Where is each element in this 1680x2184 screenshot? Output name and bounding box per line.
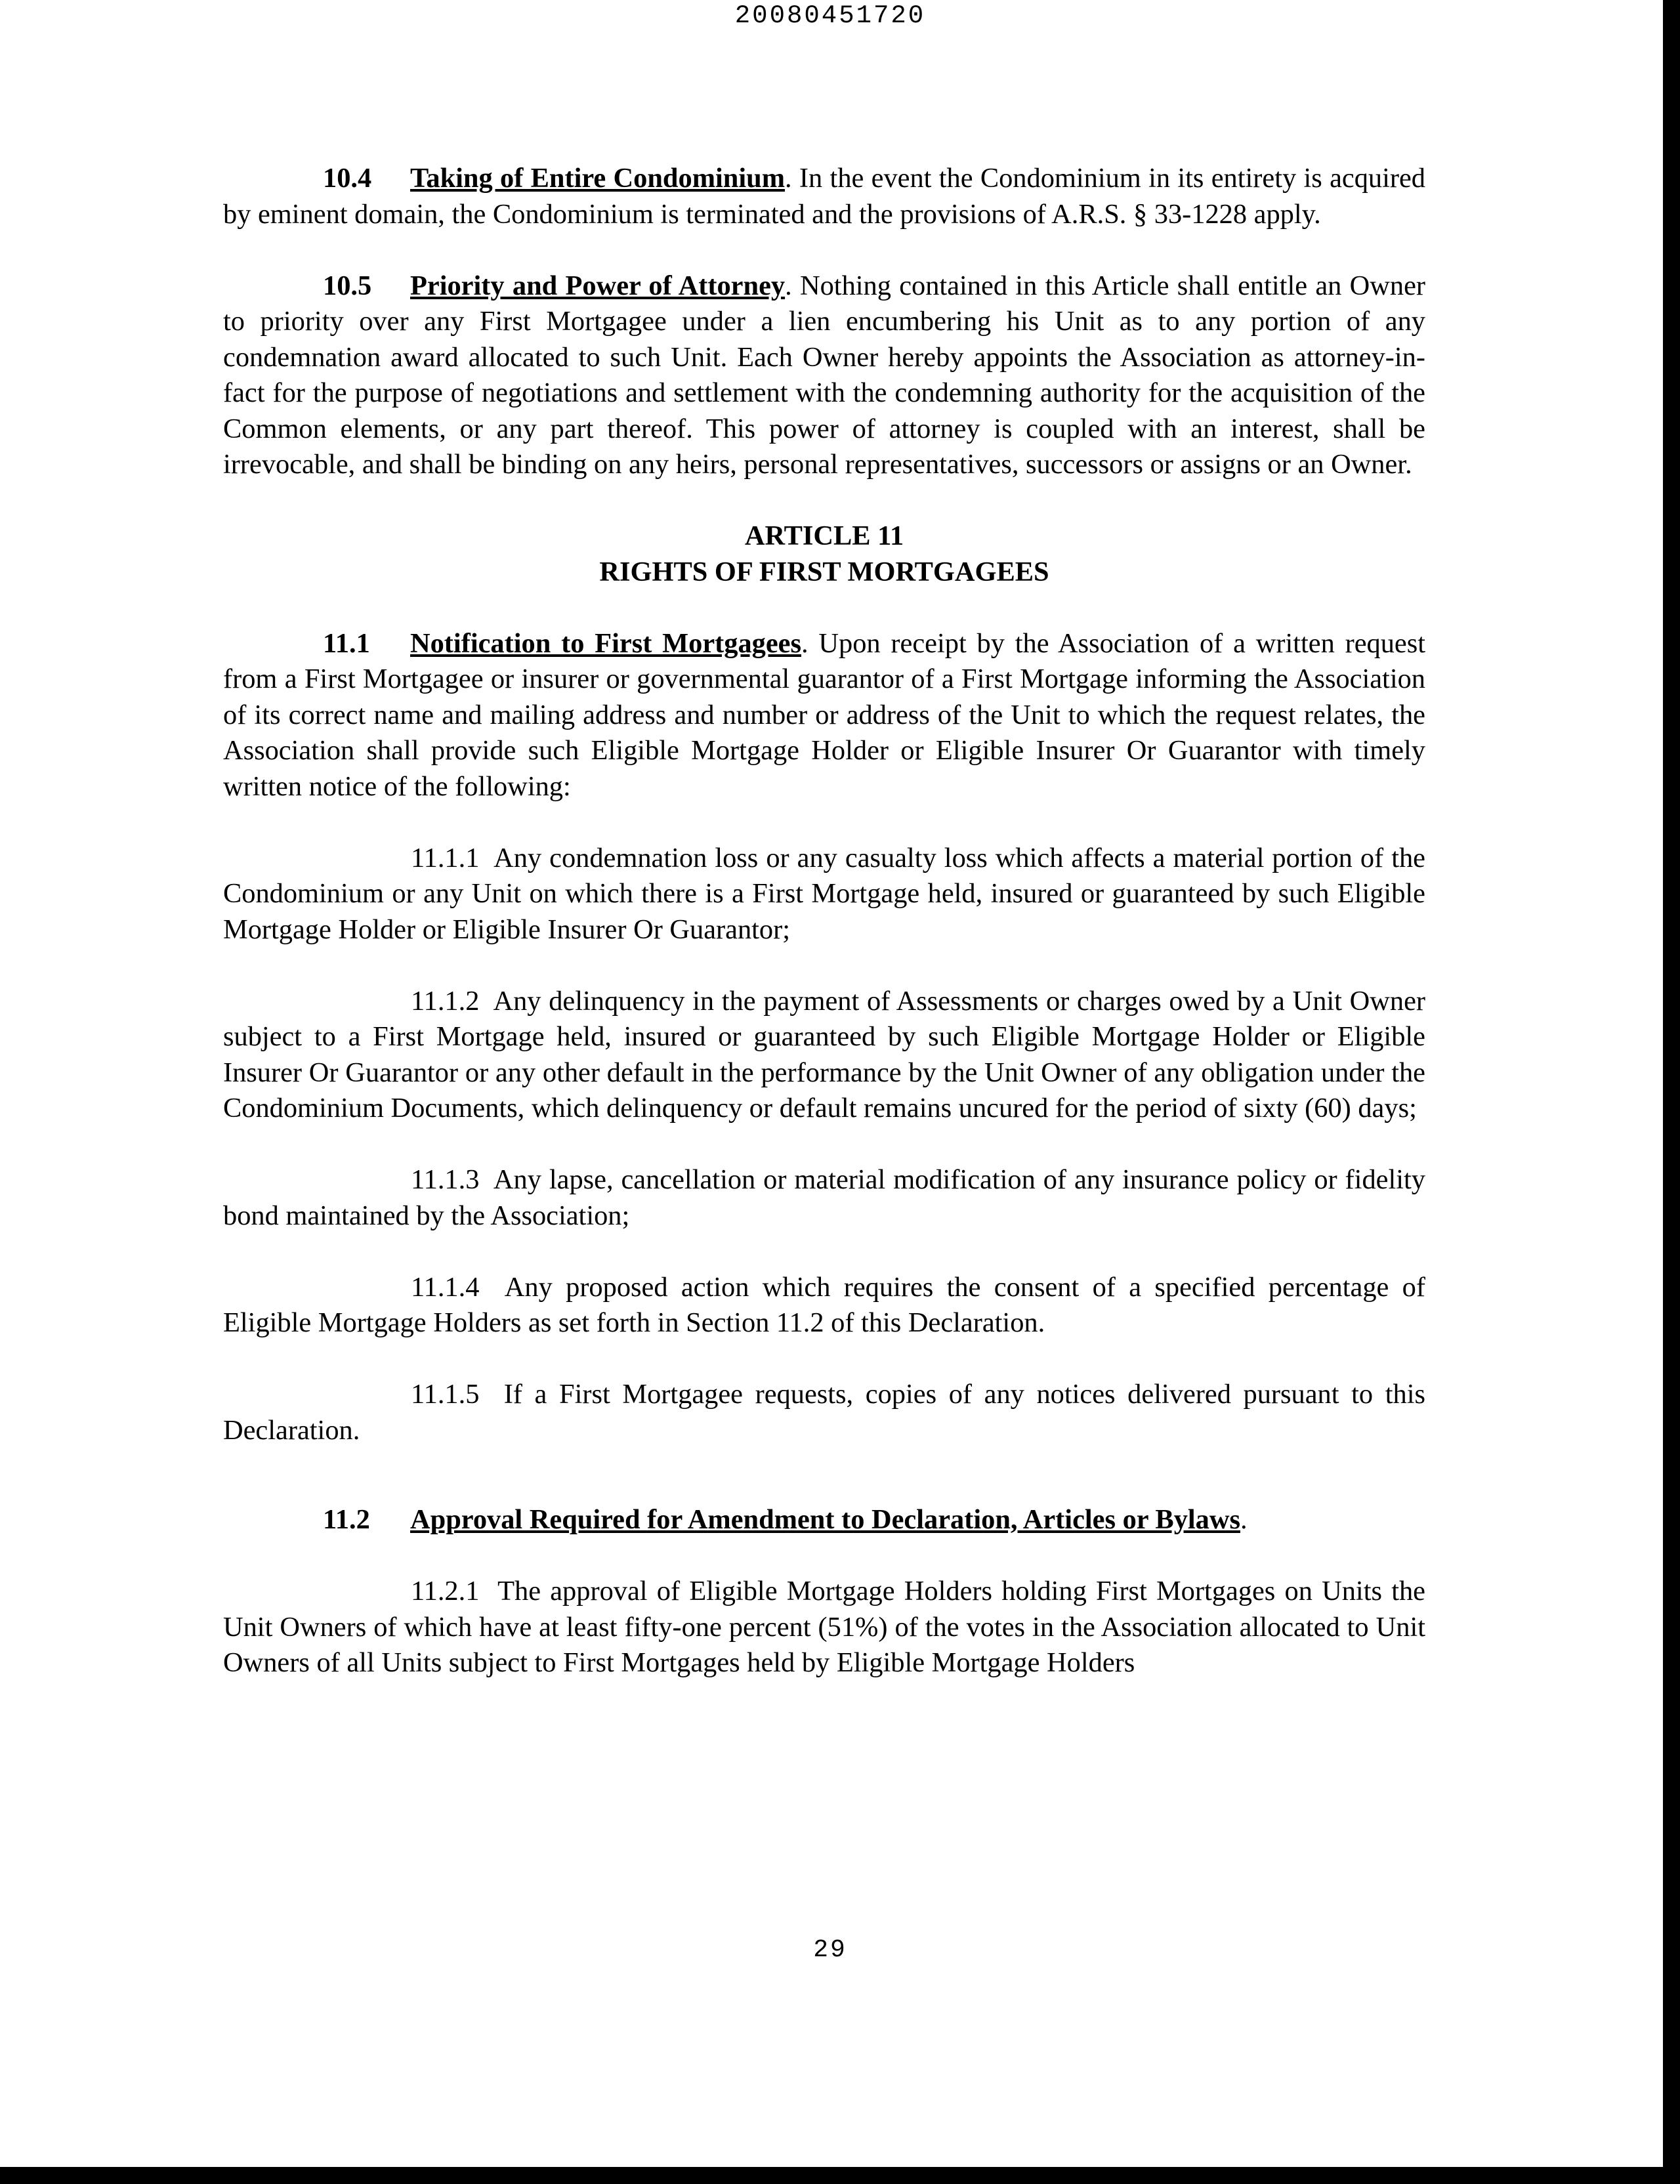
subsection-text: The approval of Eligible Mortgage Holders holding First Mortgages on Units the Unit Owners of which have at least fifty-one percent (51%) of the votes in the Association allocated to Unit Owners of all Units subject to First Mortgages held by Eligible Mortgage Holders: [223, 1576, 1425, 1678]
document-body: [223, 161, 1425, 1681]
subsection-text: Any delinquency in the payment of Assessments or charges owed by a Unit Owner subject to a First Mortgage held, insured or guaranteed by such Eligible Mortgage Holder or Eligible Insurer Or Guarantor or any other default in the performance by the Unit Owner of any obligation under the Condominium Documents, which delinquency or default remains uncured for the period of sixty (60) days;: [223, 985, 1426, 1124]
section-10-5: [223, 268, 1425, 483]
subsection-11-1-2: [223, 984, 1425, 1127]
article-number: ARTICLE 11: [744, 520, 904, 551]
subsection-number: 11.1.2: [411, 985, 480, 1017]
section-number: 10.4: [323, 163, 372, 194]
section-number: 11.2: [323, 1504, 370, 1535]
subsection-11-1-3: [223, 1162, 1425, 1234]
subsection-text: Any lapse, cancellation or material modification of any insurance policy or fidelity bond maintained by the Association;: [223, 1164, 1425, 1231]
page-number: 29: [813, 1936, 847, 1964]
section-text: . Nothing contained in this Article shall entitle an Owner to priority over any First Mortgagee under a lien encumbering his Unit as to any portion of any condemnation award allocated to such Unit. Each Owner hereby appoints the Association as attorney-in-fact for the purpose of negotiations and settlement with the condemning authority for the acquisition of the Common elements, or any part thereof. This power of attorney is coupled with an interest, shall be irrevocable, and shall be binding on any heirs, personal representatives, successors or assigns or an Owner.: [223, 270, 1425, 480]
article-heading: [223, 518, 1425, 590]
subsection-number: 11.1.3: [411, 1164, 480, 1195]
subsection-text: Any condemnation loss or any casualty loss which affects a material portion of the Condominium or any Unit on which there is a First Mortgage held, insured or guaranteed by such Eligible Mortgage Holder or Eligible Insurer Or Guarantor;: [223, 842, 1425, 945]
section-text: . In the event the Condominium in its entirety is acquired by eminent domain, the Condominium is terminated and the provisions of A.R.S. § 33-1228 apply.: [223, 163, 1425, 230]
section-number: 10.5: [323, 270, 372, 301]
subsection-number: 11.1.4: [411, 1271, 480, 1303]
section-title: Notification to First Mortgagees: [410, 627, 801, 659]
section-text: .: [1240, 1504, 1248, 1535]
article-title: RIGHTS OF FIRST MORTGAGEES: [599, 556, 1049, 587]
section-title: Taking of Entire Condominium: [410, 163, 786, 194]
subsection-text: Any proposed action which requires the consent of a specified percentage of Eligible Mortgage Holders as set forth in Section 11.2 of this Declaration.: [223, 1271, 1425, 1338]
section-text: . Upon receipt by the Association of a written request from a First Mortgagee or insurer or governmental guarantor of a First Mortgage informing the Association of its correct name and mailing address and number or address of the Unit to which the request relates, the Association shall provide such Eligible Mortgage Holder or Eligible Insurer Or Guarantor with timely written notice of the following:: [223, 627, 1426, 802]
section-11-2: [223, 1502, 1425, 1538]
subsection-11-2-1: [223, 1574, 1425, 1681]
subsection-number: 11.1.5: [411, 1379, 480, 1410]
subsection-text: If a First Mortgagee requests, copies of any notices delivered pursuant to this Declaration.: [223, 1379, 1425, 1446]
section-10-4: [223, 161, 1425, 232]
subsection-number: 11.1.1: [411, 842, 480, 873]
section-number: 11.1: [323, 627, 370, 659]
section-11-1: [223, 626, 1425, 805]
subsection-11-1-1: [223, 841, 1425, 948]
subsection-11-1-4: [223, 1270, 1425, 1341]
section-title: Priority and Power of Attorney: [410, 270, 786, 301]
subsection-number: 11.2.1: [411, 1576, 480, 1606]
section-title: Approval Required for Amendment to Declaration, Articles or Bylaws: [410, 1504, 1240, 1535]
document-id: 20080451720: [734, 1, 926, 30]
subsection-11-1-5: [223, 1377, 1425, 1448]
